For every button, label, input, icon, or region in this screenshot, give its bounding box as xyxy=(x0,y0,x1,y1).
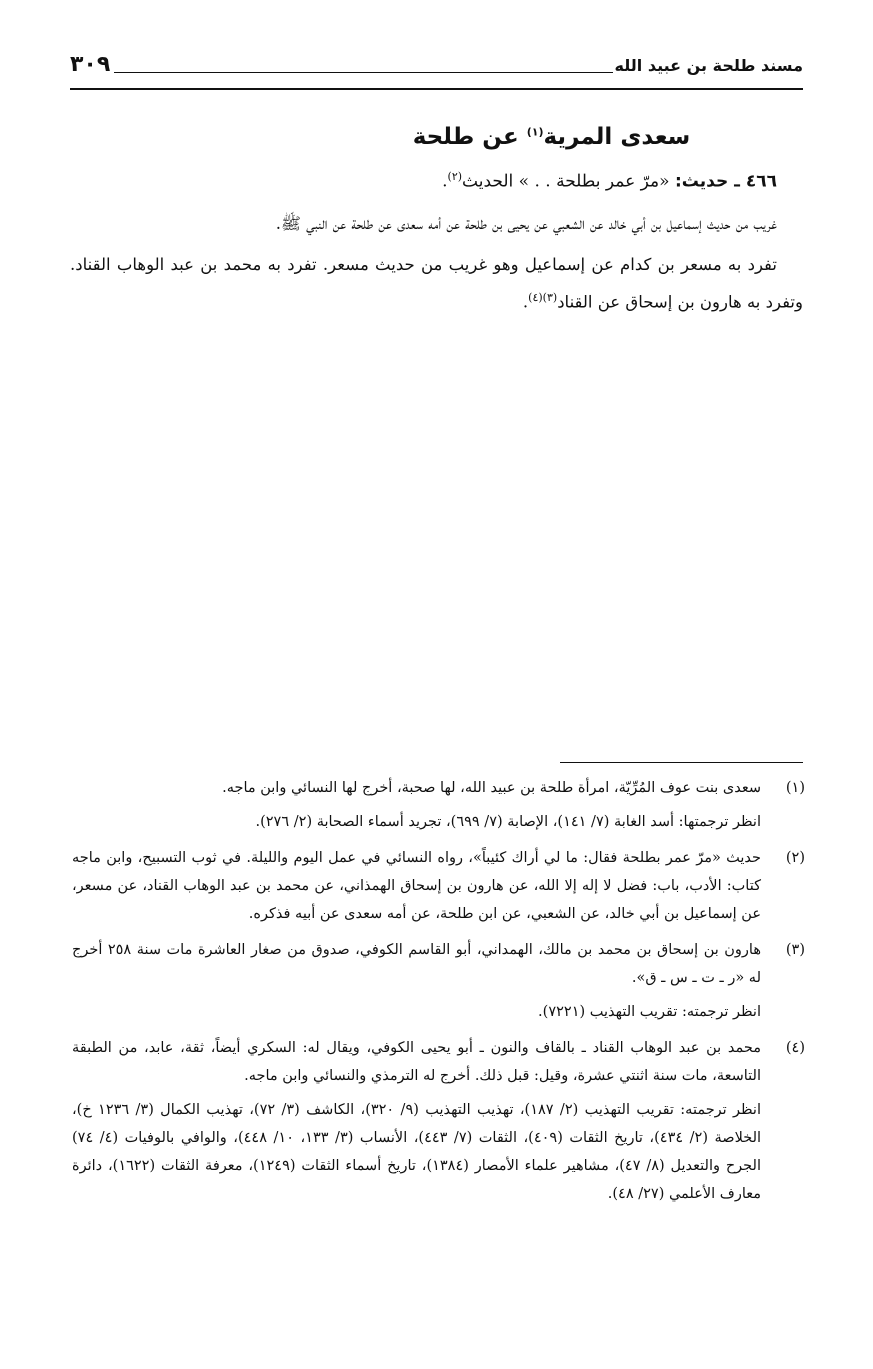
hadith-footnote-ref[interactable]: (٢) xyxy=(447,170,463,183)
footnote-1 xyxy=(72,774,805,842)
main-text xyxy=(70,124,803,326)
page-header xyxy=(70,54,803,84)
running-title: مسند طلحة بن عبيد الله xyxy=(614,56,803,75)
paragraph-2-text: تفرد به مسعر بن كدام عن إسماعيل وهو غريب من حديث مسعر. تفرد به محمد بن عبد الوهاب القناد. وتفرد به هارون بن إسحاق عن القناد xyxy=(70,254,803,312)
footnote-number: (٣) xyxy=(785,942,805,958)
hadith-text: «مرّ عمر بطلحة . . » الحديث xyxy=(462,171,670,192)
footnote-paragraph: انظر ترجمتها: أسد الغابة (٧/ ١٤١)، الإصابة (٧/ ٦٩٩)، تجريد أسماء الصحابة (٢/ ٢٧٦). xyxy=(255,814,761,830)
footnote-2 xyxy=(72,844,805,934)
header-rule xyxy=(70,88,803,90)
header-leader-line xyxy=(114,72,613,73)
paragraph-2-footnote-refs[interactable]: (٣)(٤) xyxy=(528,290,558,304)
page-number: ٣٠٩ xyxy=(70,52,111,77)
footnote-body xyxy=(72,1034,761,1214)
section-title-footnote-ref[interactable]: (١) xyxy=(526,125,544,139)
footnote-paragraph: محمد بن عبد الوهاب القناد ـ بالقاف والنون ـ أبو يحيى الكوفي، ويقال له: السكري أيضاً، ثقة، عابد، من الطبقة التاسعة، مات سنة اثنتي عشرة، وقيل: قبل ذلك. أخرج له الترمذي والنسائي وابن ماجه. xyxy=(72,1040,761,1084)
section-title xyxy=(70,124,803,150)
paragraph-2 xyxy=(70,248,803,319)
footnote-4 xyxy=(72,1034,805,1214)
footnote-3 xyxy=(72,936,805,1032)
section-title-name: سعدى المرية xyxy=(543,124,691,150)
hadith-end: . xyxy=(442,171,448,192)
footnote-body xyxy=(72,774,761,842)
paragraph-2-end: . xyxy=(522,292,529,312)
footnote-paragraph: سعدى بنت عوف المُرِّيّة، امرأة طلحة بن عبيد الله، لها صحبة، أخرج لها النسائي وابن ماجه. xyxy=(222,780,761,796)
footnote-paragraph: هارون بن إسحاق بن محمد بن مالك، الهمداني، أبو القاسم الكوفي، صدوق من صغار العاشرة مات سنة ٢٥٨ أخرج له «ر ـ ت ـ س ـ ق». xyxy=(72,942,761,986)
footnotes xyxy=(72,774,805,1216)
footnote-paragraph: حديث «مرّ عمر بطلحة فقال: ما لي أراك كئيباً»، رواه النسائي في عمل اليوم والليلة. في ثوب التسبيح، وابن ماجه كتاب: الأدب، باب: فضل لا إله إلا الله، عن هارون بن إسحاق الهمذاني، عن محمد بن عبد الوهاب القناد، عن مسعر، عن إسماعيل بن أبي خالد، عن الشعبي، عن ابن طلحة، عن أمه سعدى عن أبيه فذكره. xyxy=(72,850,761,922)
footnote-paragraph: انظر ترجمته: تقريب التهذيب (٧٢٢١). xyxy=(538,1004,761,1020)
footnote-paragraph: انظر ترجمته: تقريب التهذيب (٢/ ١٨٧)، تهذيب التهذيب (٩/ ٣٢٠)، الكاشف (٣/ ٧٢)، تهذيب الكمال (٣/ ١٢٣٦ خ)، الخلاصة (٢/ ٤٣٤)، تاريخ الثقات (٤٠٩)، الثقات (٧/ ٤٤٣)، الأنساب (٣/ ١٣٣، ١٠/ ٤٤٨)، والوافي بالوفيات (٤/ ٧٤) الجرح والتعديل (٨/ ٤٧)، مشاهير علماء الأمصار (١٣٨٤)، تاريخ أسماء الثقات (١٢٤٩)، معرفة الثقات (١٦٢٢)، دائرة معارف الأعلمي (٢٧/ ٤٨). xyxy=(72,1102,762,1202)
hadith-number: ٤٦٦ ـ حديث: xyxy=(674,171,777,192)
footnote-separator xyxy=(560,762,803,763)
footnote-body xyxy=(72,936,761,1032)
paragraph-1: غريب من حديث إسماعيل بن أبي خالد عن الشعبي عن يحيى بن طلحة عن أمه سعدى عن طلحة عن النبي ﷺ. xyxy=(275,213,777,233)
footnote-number: (٢) xyxy=(785,850,805,866)
footnote-number: (١) xyxy=(785,780,805,796)
footnote-body xyxy=(72,844,761,934)
footnote-number: (٤) xyxy=(785,1040,805,1056)
section-title-suffix: عن طلحة xyxy=(412,124,519,150)
hadith-entry xyxy=(70,164,777,195)
